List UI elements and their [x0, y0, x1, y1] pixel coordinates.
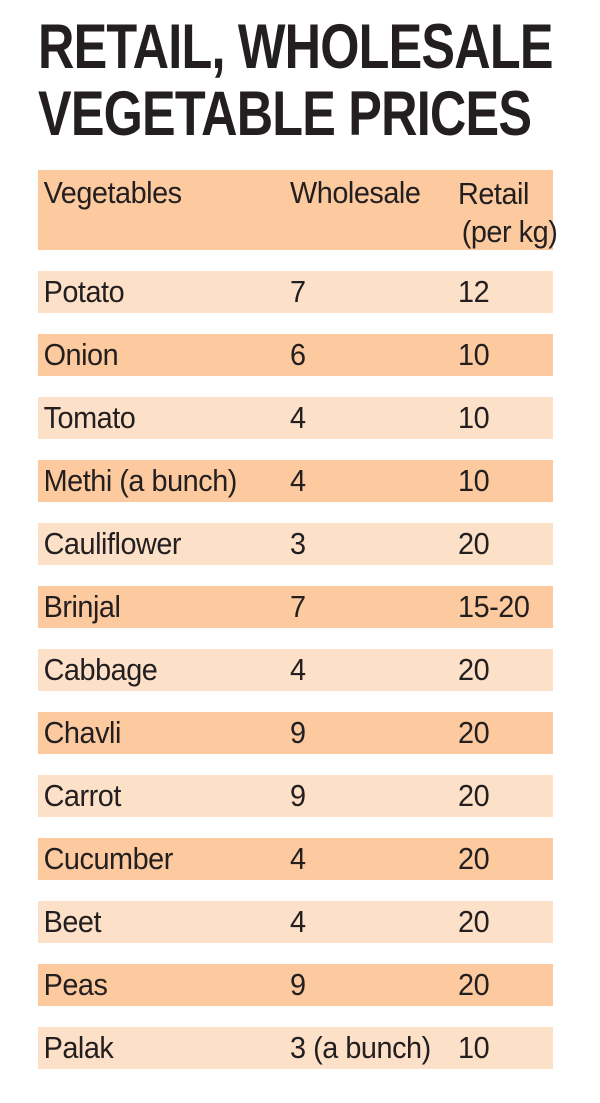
vegetable-name-cell: Onion — [43, 337, 119, 372]
wholesale-price-cell: 4 — [290, 904, 306, 939]
retail-price-cell: 10 — [458, 1030, 490, 1065]
retail-price-cell: 15-20 — [458, 589, 530, 624]
table-row — [38, 838, 553, 880]
column-header-retail-label: Retail — [458, 176, 529, 211]
vegetable-name-cell: Methi (a bunch) — [43, 463, 237, 498]
vegetable-name-cell: Cabbage — [43, 652, 158, 687]
retail-price-cell: 20 — [458, 904, 490, 939]
vegetable-name-cell: Cauliflower — [43, 526, 182, 561]
table-row — [38, 334, 553, 376]
column-header-retail-unit: (per kg) — [461, 214, 558, 249]
wholesale-price-cell: 4 — [290, 400, 306, 435]
page-title — [38, 14, 600, 148]
vegetable-name-cell: Beet — [43, 904, 102, 939]
wholesale-price-cell: 3 (a bunch) — [290, 1030, 431, 1065]
vegetable-name-cell: Carrot — [43, 778, 121, 813]
wholesale-price-cell: 9 — [290, 967, 306, 1002]
vegetable-name-cell: Chavli — [43, 715, 121, 750]
page-title-line-2: VEGETABLE PRICES — [38, 79, 532, 149]
table-row — [38, 901, 553, 943]
table-row — [38, 775, 553, 817]
table-row — [38, 586, 553, 628]
wholesale-price-cell: 9 — [290, 778, 306, 813]
retail-price-cell: 20 — [458, 967, 490, 1002]
page-title-line-1: RETAIL, WHOLESALE — [38, 12, 553, 82]
retail-price-cell: 20 — [458, 526, 490, 561]
table-row — [38, 712, 553, 754]
table-row — [38, 397, 553, 439]
column-header-retail — [458, 170, 557, 251]
retail-price-cell: 12 — [458, 274, 490, 309]
wholesale-price-cell: 7 — [290, 274, 306, 309]
table-body — [38, 271, 553, 1069]
wholesale-price-cell: 6 — [290, 337, 306, 372]
table-row — [38, 271, 553, 313]
retail-price-cell: 20 — [458, 841, 490, 876]
vegetable-name-cell: Peas — [43, 967, 108, 1002]
vegetable-name-cell: Tomato — [43, 400, 136, 435]
vegetable-name-cell: Potato — [43, 274, 125, 309]
table-row — [38, 964, 553, 1006]
retail-price-cell: 20 — [458, 715, 490, 750]
wholesale-price-cell: 4 — [290, 652, 306, 687]
wholesale-price-cell: 9 — [290, 715, 306, 750]
retail-price-cell: 20 — [458, 652, 490, 687]
vegetable-name-cell: Brinjal — [43, 589, 121, 624]
table-row — [38, 523, 553, 565]
table-row — [38, 1027, 553, 1069]
wholesale-price-cell: 4 — [290, 841, 306, 876]
table-header-row — [38, 170, 558, 250]
retail-price-cell: 20 — [458, 778, 490, 813]
table-row — [38, 649, 553, 691]
retail-price-cell: 10 — [458, 337, 490, 372]
vegetable-name-cell: Cucumber — [43, 841, 173, 876]
column-header-vegetables: Vegetables — [43, 175, 182, 210]
vegetable-price-table — [38, 170, 558, 1090]
wholesale-price-cell: 3 — [290, 526, 306, 561]
table-row — [38, 460, 553, 502]
retail-price-cell: 10 — [458, 463, 490, 498]
wholesale-price-cell: 4 — [290, 463, 306, 498]
retail-price-cell: 10 — [458, 400, 490, 435]
column-header-wholesale: Wholesale — [290, 175, 421, 210]
vegetable-name-cell: Palak — [43, 1030, 114, 1065]
wholesale-price-cell: 7 — [290, 589, 306, 624]
